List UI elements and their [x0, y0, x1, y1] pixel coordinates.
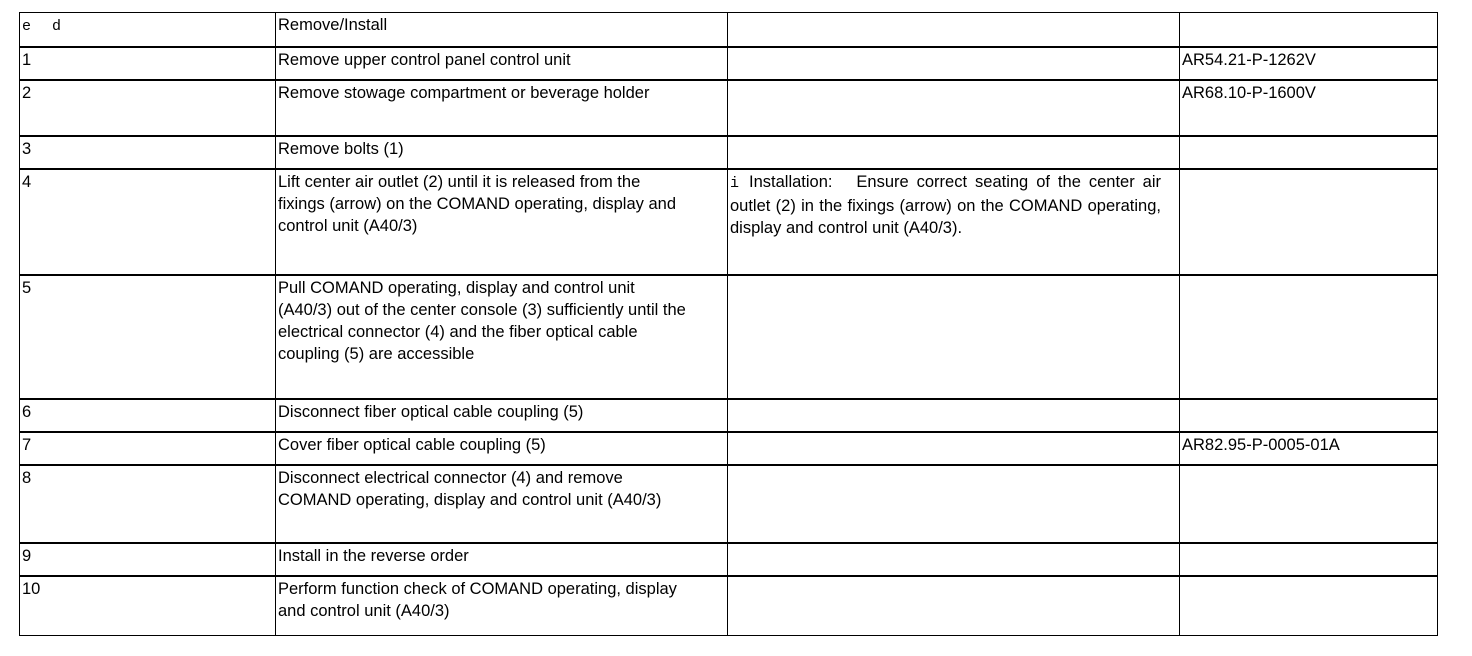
procedure-table [19, 12, 1438, 636]
step-note [728, 80, 1180, 136]
header-action-label: Remove/Install [278, 16, 388, 34]
step-note [728, 576, 1180, 636]
info-icon: i [730, 174, 740, 192]
table-row [20, 275, 1438, 399]
step-action: Perform function check of COMAND operating, display and control unit (A40/3) [276, 576, 728, 636]
table-row [20, 465, 1438, 543]
table-row [20, 432, 1438, 465]
table-row [20, 136, 1438, 169]
step-reference: AR68.10-P-1600V [1180, 80, 1438, 136]
step-reference [1180, 136, 1438, 169]
header-step-cell [20, 13, 276, 47]
step-action: Pull COMAND operating, display and control unit (A40/3) out of the center console (3) sufficiently until the electrical connector (4) and the fiber optical cable coupling (5) are accessible [276, 275, 728, 399]
step-reference: AR54.21-P-1262V [1180, 47, 1438, 80]
table-row [20, 47, 1438, 80]
table-row [20, 543, 1438, 576]
step-reference [1180, 543, 1438, 576]
header-action-cell [276, 13, 728, 47]
step-note [728, 432, 1180, 465]
step-note [728, 465, 1180, 543]
header-ref-cell [1180, 13, 1438, 47]
header-step-label: e d [22, 18, 63, 35]
step-reference [1180, 576, 1438, 636]
step-note [728, 136, 1180, 169]
step-action: Disconnect electrical connector (4) and remove COMAND operating, display and control unit (A40/3) [276, 465, 728, 543]
step-action: Remove upper control panel control unit [276, 47, 728, 80]
step-number: 4 [20, 169, 276, 275]
step-number: 7 [20, 432, 276, 465]
step-reference [1180, 465, 1438, 543]
step-action: Remove stowage compartment or beverage holder [276, 80, 728, 136]
installation-note [730, 171, 1166, 239]
step-number: 6 [20, 399, 276, 432]
step-number: 1 [20, 47, 276, 80]
step-note [728, 169, 1180, 275]
step-reference [1180, 399, 1438, 432]
header-note-cell [728, 13, 1180, 47]
table-row [20, 169, 1438, 275]
step-reference: AR82.95-P-0005-01A [1180, 432, 1438, 465]
table-row [20, 80, 1438, 136]
step-number: 5 [20, 275, 276, 399]
step-note [728, 275, 1180, 399]
step-action: Disconnect fiber optical cable coupling (5) [276, 399, 728, 432]
step-number: 9 [20, 543, 276, 576]
step-reference [1180, 275, 1438, 399]
step-action: Remove bolts (1) [276, 136, 728, 169]
step-note-text: Installation: Ensure correct seating of the center air outlet (2) in the fixings (arrow) on the COMAND operating, display and control unit (A40/3). [730, 172, 1166, 237]
step-note [728, 399, 1180, 432]
step-note [728, 543, 1180, 576]
step-number: 3 [20, 136, 276, 169]
step-number: 8 [20, 465, 276, 543]
step-number: 10 [20, 576, 276, 636]
step-note [728, 47, 1180, 80]
step-action: Lift center air outlet (2) until it is released from the fixings (arrow) on the COMAND operating, display and control unit (A40/3) [276, 169, 728, 275]
header-row [20, 13, 1438, 47]
step-action: Install in the reverse order [276, 543, 728, 576]
step-reference [1180, 169, 1438, 275]
step-action: Cover fiber optical cable coupling (5) [276, 432, 728, 465]
table-row [20, 399, 1438, 432]
table-row [20, 576, 1438, 636]
step-number: 2 [20, 80, 276, 136]
